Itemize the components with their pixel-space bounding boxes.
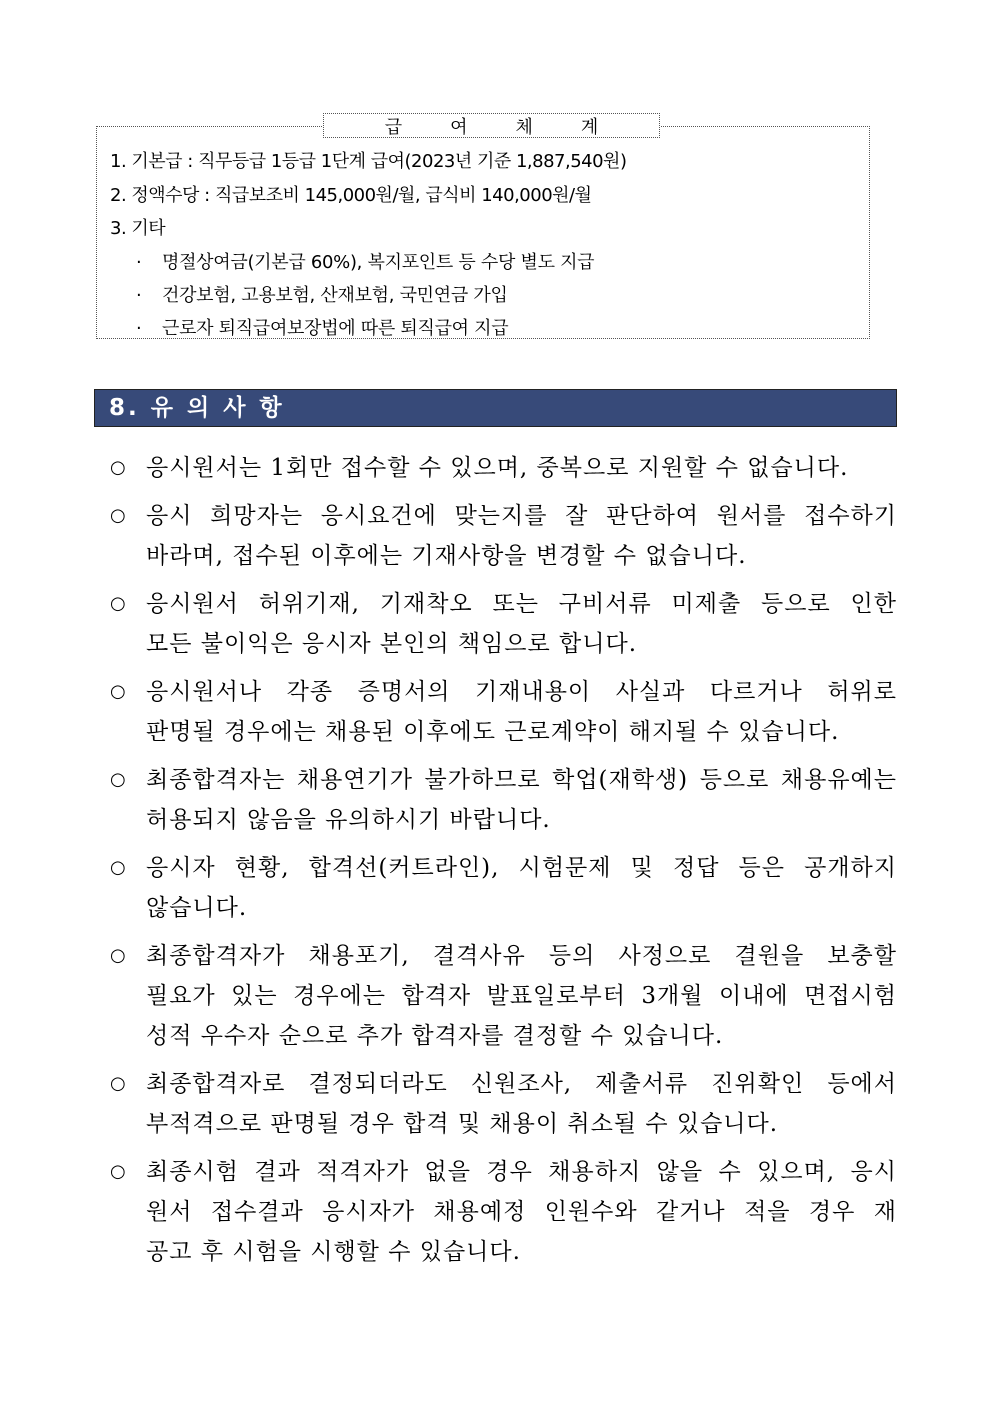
section-heading: 8. 유 의 사 항 [94,389,897,427]
note-line: 모든 불이익은 응시자 본인의 책임으로 합니다. [146,631,638,657]
sub-item-text: 근로자 퇴직급여보장법에 따른 퇴직급여 지급 [162,318,509,339]
pay-line-allowance: 2. 정액수당 : 직급보조비 145,000원/월, 급식비 140,000원/월 [110,185,592,206]
note-line: 공고 후 시험을 시행할 수 있습니다. [146,1239,521,1265]
note-item [110,448,897,488]
sub-item-text: 명절상여금(기본급 60%), 복지포인트 등 수당 별도 지급 [162,252,595,273]
note-line: 바라며, 접수된 이후에는 기재사항을 변경할 수 없습니다. [146,543,747,569]
circle-bullet-icon: ○ [110,681,126,702]
note-item [110,936,897,1056]
circle-bullet-icon: ○ [110,1073,126,1094]
title-char: 체 [515,116,533,138]
bullet-dot: · [136,318,142,339]
title-char: 계 [580,116,599,138]
note-item [110,672,897,752]
pay-sub-item [136,248,594,274]
note-line: 최종합격자로 결정되더라도 신원조사, 제출서류 진위확인 등에서 [146,1071,897,1097]
circle-bullet-icon: ○ [110,593,126,614]
circle-bullet-icon: ○ [110,945,126,966]
note-line: 원서 접수결과 응시자가 채용예정 인원수와 같거나 적을 경우 재 [146,1199,897,1225]
pay-sub-item [136,314,508,340]
title-char: 급 [384,116,403,138]
note-line: 부적격으로 판명될 경우 합격 및 채용이 취소될 수 있습니다. [146,1111,779,1137]
pay-sub-item [136,281,508,307]
circle-bullet-icon: ○ [110,769,126,790]
bullet-dot: · [136,285,142,306]
note-item [110,1064,897,1144]
pay-line-base-salary: 1. 기본급 : 직무등급 1등급 1단계 급여(2023년 기준 1,887,540원) [110,151,627,172]
circle-bullet-icon: ○ [110,505,126,526]
circle-bullet-icon: ○ [110,1161,126,1182]
sub-item-text: 건강보험, 고용보험, 산재보험, 국민연금 가입 [162,285,508,306]
note-item [110,1152,897,1272]
note-line: 허용되지 않음을 유의하시기 바랍니다. [146,807,551,833]
note-line: 응시원서 허위기재, 기재착오 또는 구비서류 미제출 등으로 인한 [146,591,897,617]
note-line: 판명될 경우에는 채용된 이후에도 근로계약이 해지될 수 있습니다. [146,719,840,745]
note-line: 최종합격자는 채용연기가 불가하므로 학업(재학생) 등으로 채용유예는 [146,767,897,793]
note-line: 응시자 현황, 합격선(커트라인), 시험문제 및 정답 등은 공개하지 [146,855,897,881]
note-line: 응시원서는 1회만 접수할 수 있으며, 중복으로 지원할 수 없습니다. [146,455,849,481]
note-line: 성적 우수자 순으로 추가 합격자를 결정할 수 있습니다. [146,1023,724,1049]
note-line: 응시 희망자는 응시요건에 맞는지를 잘 판단하여 원서를 접수하기 [146,503,897,529]
note-line: 최종합격자가 채용포기, 결격사유 등의 사정으로 결원을 보충할 [146,943,897,969]
note-line: 최종시험 결과 적격자가 없을 경우 채용하지 않을 수 있으며, 응시 [146,1159,897,1185]
note-item [110,848,897,928]
note-line: 않습니다. [146,895,248,921]
pay-line-other: 3. 기타 [110,218,166,239]
note-item [110,760,897,840]
circle-bullet-icon: ○ [110,457,126,478]
title-char: 여 [450,116,468,138]
note-line: 응시원서나 각종 증명서의 기재내용이 사실과 다르거나 허위로 [146,679,897,705]
circle-bullet-icon: ○ [110,857,126,878]
note-line: 필요가 있는 경우에는 합격자 발표일로부터 3개월 이내에 면접시험 [146,983,897,1009]
notes-list [110,448,897,1280]
note-item [110,584,897,664]
bullet-dot: · [136,252,142,273]
note-item [110,496,897,576]
pay-system-title [323,113,660,138]
